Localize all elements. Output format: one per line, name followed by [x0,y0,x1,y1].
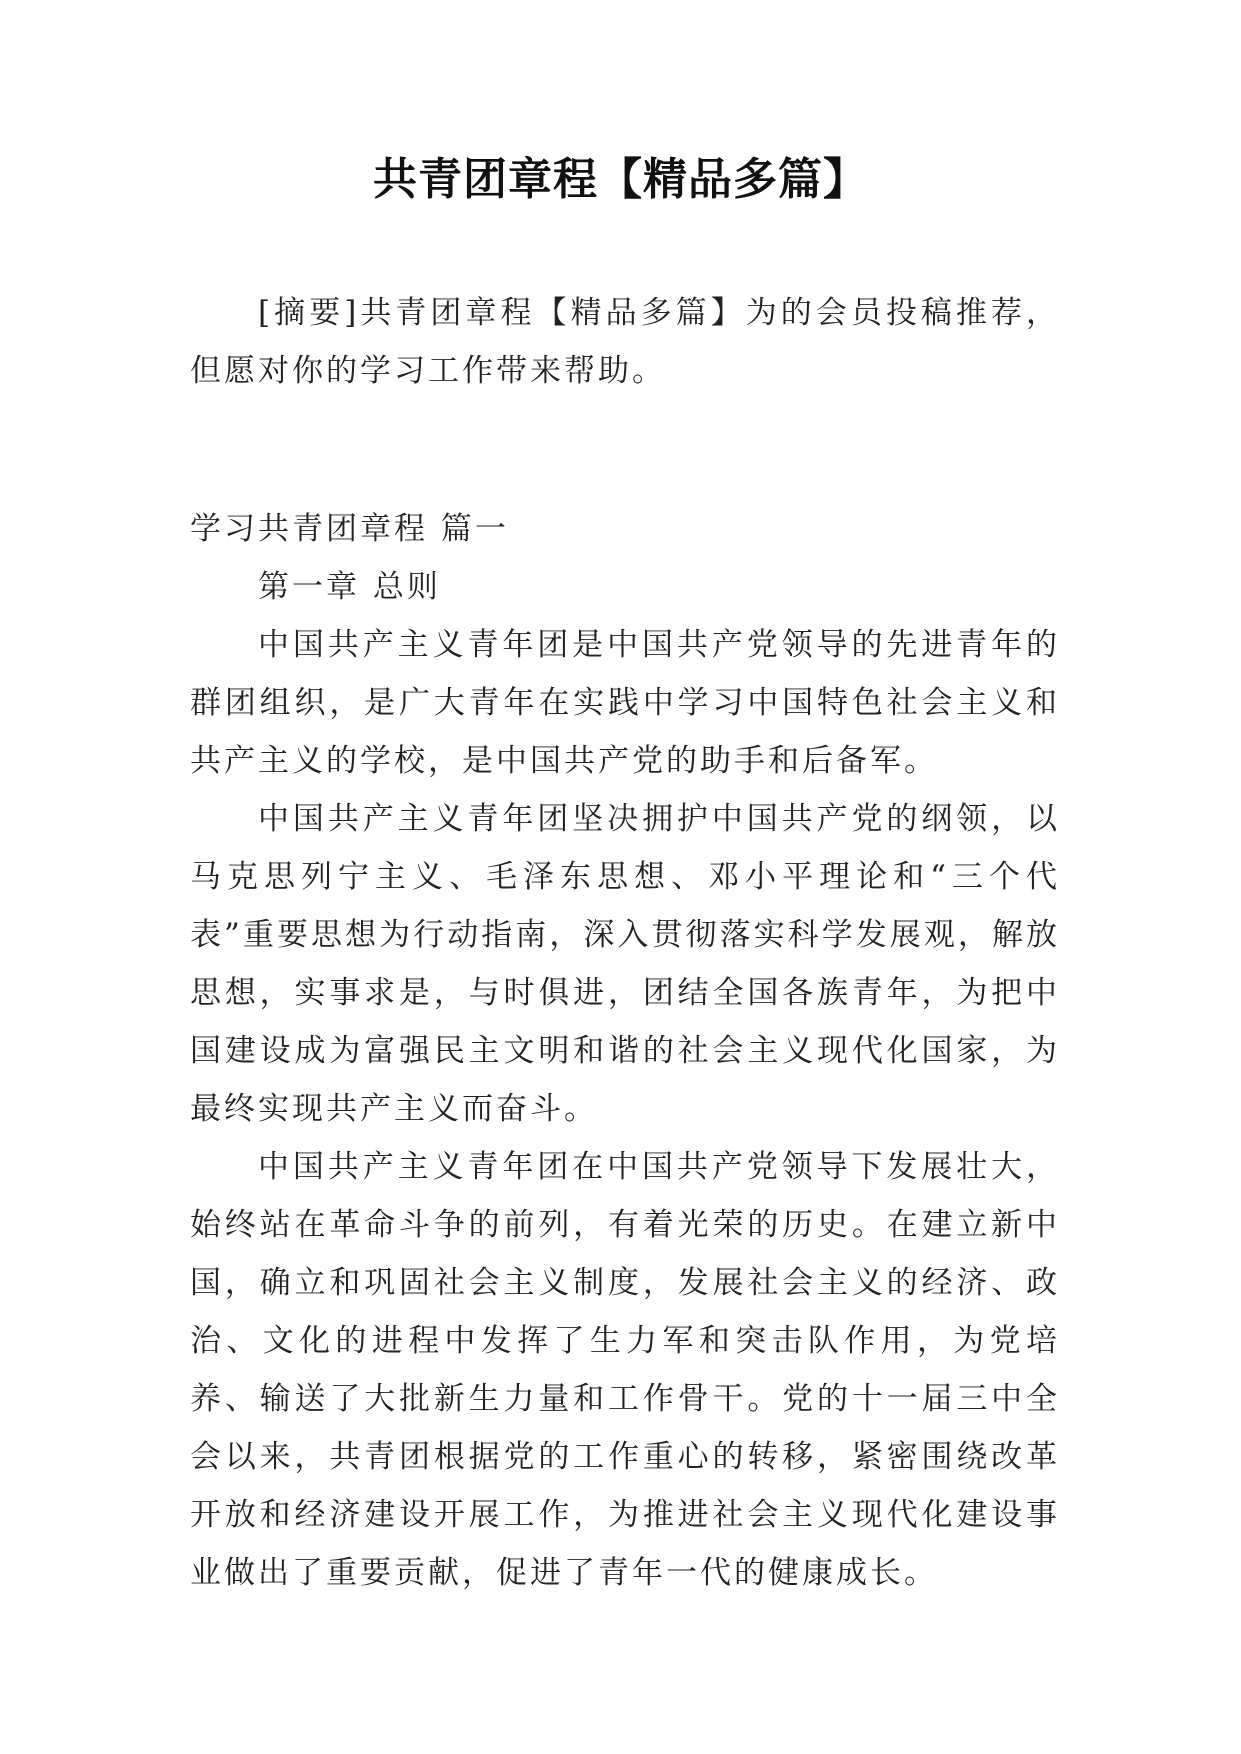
document-body [190,284,1060,1602]
document-title: 共青团章程【精品多篇】 [373,154,868,205]
abstract-paragraph: [摘要]共青团章程【精品多篇】为的会员投稿推荐，但愿对你的学习工作带来帮助。 [190,295,1060,389]
chapter-heading: 第一章 总则 [258,569,441,605]
section-heading: 学习共青团章程 篇一 [190,511,509,547]
body-paragraph-1: 中国共产主义青年团是中国共产党领导的先进青年的群团组织，是广大青年在实践中学习中国特色社会主义和共产主义的学校，是中国共产党的助手和后备军。 [190,627,1060,779]
body-paragraph-3: 中国共产主义青年团在中国共产党领导下发展壮大，始终站在革命斗争的前列，有着光荣的历史。在建立新中国，确立和巩固社会主义制度，发展社会主义的经济、政治、文化的进程中发挥了生力军和突击队作用，为党培养、输送了大批新生力量和工作骨干。党的十一届三中全会以来，共青团根据党的工作重心的转移，紧密围绕改革开放和经济建设开展工作，为推进社会主义现代化建设事业做出了重要贡献，促进了青年一代的健康成长。 [190,1149,1060,1591]
body-paragraph-2: 中国共产主义青年团坚决拥护中国共产党的纲领，以马克思列宁主义、毛泽东思想、邓小平理论和“三个代表”重要思想为行动指南，深入贯彻落实科学发展观，解放思想，实事求是，与时俱进，团结全国各族青年，为把中国建设成为富强民主文明和谐的社会主义现代化国家，为最终实现共产主义而奋斗。 [190,801,1060,1127]
